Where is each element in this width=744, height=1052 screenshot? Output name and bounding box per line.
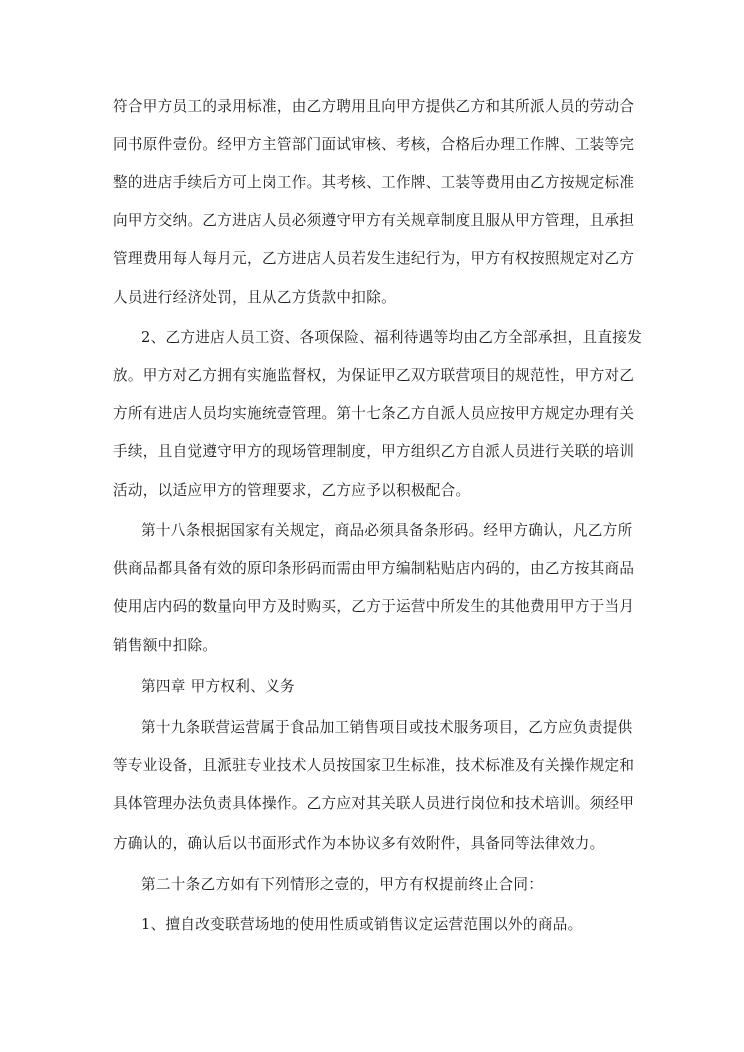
text-line: 销售额中扣除。 [113, 637, 218, 654]
text-line: 手续，且自觉遵守甲方的现场管理制度，甲方组织乙方自派人员进行关联的培训 [113, 443, 635, 460]
text-line: 方所有进店人员均实施统壹管理。第十七条乙方自派人员应按甲方规定办理有关 [113, 405, 635, 422]
text-line: 使用店内码的数量向甲方及时购买，乙方于运营中所发生的其他费用甲方于当月 [113, 598, 635, 615]
text-line: 具体管理办法负责具体操作。乙方应对其关联人员进行岗位和技术培训。须经甲 [113, 795, 635, 812]
paragraph-start-line: 2、乙方进店人员工资、各项保险、福利待遇等均由乙方全部承担，且直接发 [141, 329, 643, 346]
text-line: 人员进行经济处罚，且从乙方货款中扣除。 [113, 289, 396, 306]
text-line: 同书原件壹份。经甲方主管部门面试审核、考核，合格后办理工作牌、工装等完 [113, 136, 635, 153]
text-line: 方确认的，确认后以书面形式作为本协议多有效附件，具备同等法律效力。 [113, 835, 605, 852]
chapter-heading: 第四章 甲方权利、义务 [141, 678, 295, 695]
text-line: 符合甲方员工的录用标准，由乙方聘用且向甲方提供乙方和其所派人员的劳动合 [113, 98, 635, 115]
list-item: 1、擅自改变联营场地的使用性质或销售议定运营范围以外的商品。 [141, 916, 583, 933]
paragraph-start-line: 第十九条联营运营属于食品加工销售项目或技术服务项目，乙方应负责提供 [141, 719, 633, 736]
text-line: 等专业设备，且派驻专业技术人员按国家卫生标准，技术标准及有关操作规定和 [113, 757, 635, 774]
paragraph-start-line: 第二十条乙方如有下列情形之壹的，甲方有权提前终止合同： [141, 876, 544, 893]
text-line: 活动，以适应甲方的管理要求，乙方应予以积极配合。 [113, 482, 471, 499]
text-line: 供商品都具备有效的原印条形码而需由甲方编制粘贴店内码的，由乙方按其商品 [113, 560, 635, 577]
text-line: 向甲方交纳。乙方进店人员必须遵守甲方有关规章制度且服从甲方管理，且承担 [113, 212, 635, 229]
text-line: 管理费用每人每月元，乙方进店人员若发生违纪行为，甲方有权按照规定对乙方 [113, 250, 635, 267]
text-line: 放。甲方对乙方拥有实施监督权，为保证甲乙双方联营项目的规范性，甲方对乙 [113, 367, 635, 384]
paragraph-start-line: 第十八条根据国家有关规定，商品必须具备条形码。经甲方确认，凡乙方所 [141, 522, 633, 539]
text-line: 整的进店手续后方可上岗工作。其考核、工作牌、工装等费用由乙方按规定标准 [113, 174, 635, 191]
